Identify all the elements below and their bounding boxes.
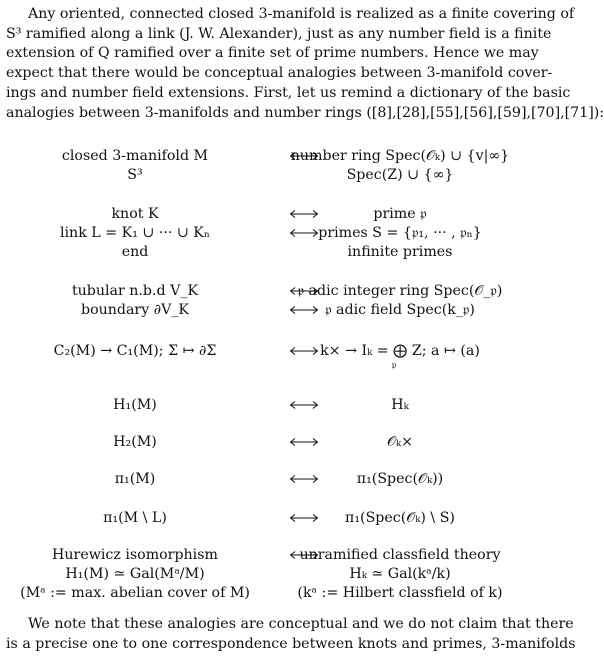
dictionary-left: tubular n.b.d V_K: [71, 283, 199, 299]
outro-paragraph: [6, 615, 576, 654]
direct-sum-index: 𝔭: [391, 360, 397, 371]
dictionary-left: π₁(M): [114, 471, 156, 487]
dictionary-left: closed 3-manifold M: [61, 148, 209, 164]
dictionary-right: infinite primes: [347, 244, 453, 260]
dictionary-right: primes S = {𝔭₁, ··· , 𝔭ₙ}: [318, 225, 482, 241]
dictionary-right: Hₖ: [391, 397, 409, 413]
dictionary-left: Hurewicz isomorphism: [52, 547, 218, 563]
dictionary-left: H₂(M): [113, 434, 157, 450]
outro-line: We note that these analogies are conceptual and we do not claim that there: [28, 616, 574, 632]
dictionary-right: number ring Spec(𝒪ₖ) ∪ {v|∞}: [290, 148, 510, 164]
intro-paragraph: [6, 5, 604, 123]
dictionary-right: Hₖ ≃ Gal(kᵃ/k): [349, 566, 451, 582]
dictionary-right: unramified classfield theory: [299, 547, 501, 563]
dictionary-left: boundary ∂V_K: [80, 302, 190, 318]
dictionary-left: link L = K₁ ∪ ··· ∪ Kₙ: [59, 225, 210, 241]
intro-line: analogies between 3-manifolds and number rings ([8],[28],[55],[56],[59],[70],[71]):: [6, 104, 604, 121]
intro-line: expect that there would be conceptual analogies between 3-manifold cover-: [6, 65, 553, 82]
dictionary-right: prime 𝔭: [373, 206, 427, 222]
intro-line: extension of Q ramified over a finite set of prime numbers. Hence we may: [6, 45, 539, 62]
dictionary-right: π₁(Spec(𝒪ₖ) \ S): [345, 510, 455, 526]
dictionary-left: C₂(M) → C₁(M); Σ ↦ ∂Σ: [53, 343, 217, 359]
dictionary-right: Spec(Z) ∪ {∞}: [346, 167, 454, 183]
dictionary-left: knot K: [111, 206, 159, 222]
dictionary-left: π₁(M \ L): [103, 510, 167, 526]
dictionary-right: π₁(Spec(𝒪ₖ)): [356, 471, 444, 487]
dictionary-left: H₁(M): [113, 397, 157, 413]
outro-line: is a precise one to one correspondence between knots and primes, 3-manifolds: [6, 635, 576, 652]
dictionary-right: k× → Iₖ = ⨁ Z; a ↦ (a): [320, 343, 480, 359]
dictionary-right: 𝔭 adic field Spec(k_𝔭): [325, 302, 475, 318]
dictionary-left: (Mᵃ := max. abelian cover of M): [20, 585, 250, 601]
dictionary-left: H₁(M) ≃ Gal(Mᵃ/M): [65, 566, 205, 582]
intro-line: ings and number field extensions. First, let us remind a dictionary of the basic: [6, 84, 571, 101]
dictionary-left: end: [121, 244, 149, 260]
intro-line: S³ ramified along a link (J. W. Alexander), just as any number field is a finite: [6, 25, 552, 42]
intro-line: Any oriented, connected closed 3-manifold is realized as a finite covering of: [28, 6, 575, 22]
dictionary-right: 𝒪ₖ×: [386, 434, 413, 450]
dictionary-left: S³: [127, 167, 143, 183]
dictionary-right: 𝔭 adic integer ring Spec(𝒪_𝔭): [297, 283, 503, 299]
dictionary-right: (kᵃ := Hilbert classfield of k): [297, 585, 503, 601]
